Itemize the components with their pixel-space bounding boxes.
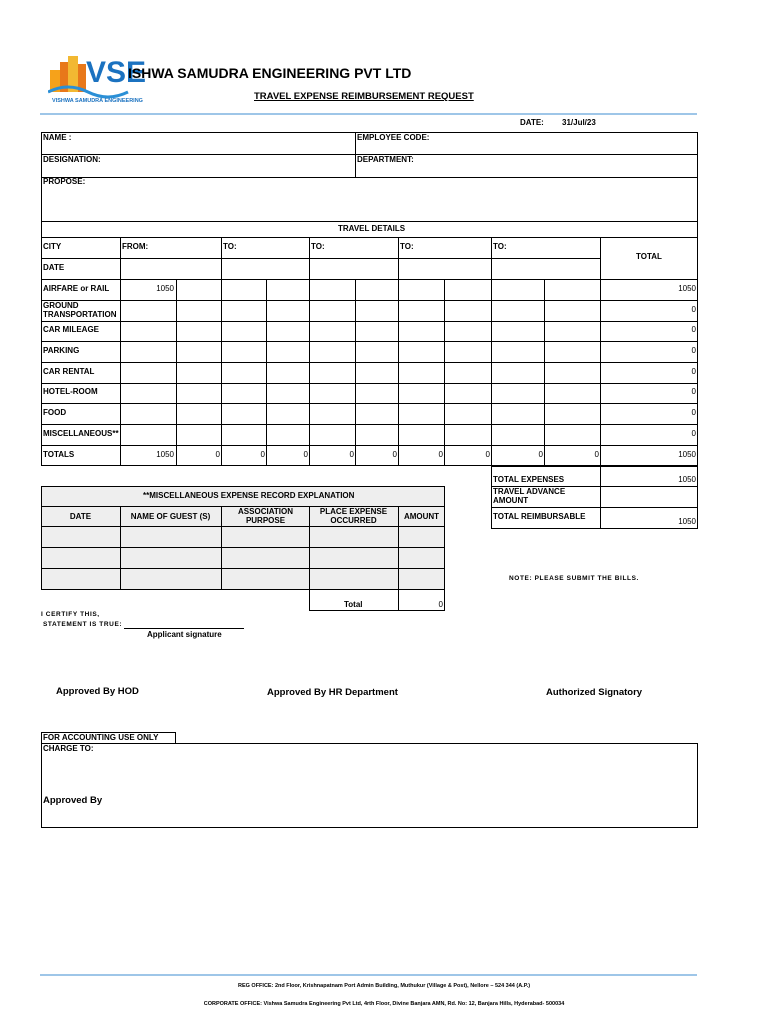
applicant-signature-label: Applicant signature bbox=[147, 630, 222, 639]
approved-by-label: Approved By bbox=[43, 795, 103, 806]
totals-value: 0 bbox=[438, 450, 443, 459]
date-value: 31/Jul/23 bbox=[562, 118, 596, 127]
totals-value: 1050 bbox=[156, 450, 174, 459]
date-label: DATE: bbox=[520, 118, 544, 127]
total-reimbursable-value: 1050 bbox=[678, 517, 696, 526]
row-total-misc: 0 bbox=[691, 429, 696, 438]
total-expenses-value: 1050 bbox=[678, 475, 696, 484]
row-label-hotel: HOTEL-ROOM bbox=[43, 387, 98, 396]
from-label: FROM: bbox=[122, 242, 149, 251]
totals-value: 0 bbox=[349, 450, 354, 459]
totals-value: 0 bbox=[260, 450, 265, 459]
accounting-box bbox=[41, 743, 698, 828]
row-total-rental: 0 bbox=[691, 367, 696, 376]
totals-value: 0 bbox=[594, 450, 599, 459]
to-label-2: TO: bbox=[311, 242, 325, 251]
row-label-mileage: CAR MILEAGE bbox=[43, 325, 99, 334]
total-expenses-label: TOTAL EXPENSES bbox=[493, 475, 565, 484]
signature-line bbox=[124, 628, 244, 629]
row-label-rental: CAR RENTAL bbox=[43, 367, 95, 376]
propose-label: PROPOSE: bbox=[43, 177, 86, 186]
form-title: TRAVEL EXPENSE REIMBURSEMENT REQUEST bbox=[254, 91, 474, 102]
row-label-parking: PARKING bbox=[43, 346, 80, 355]
travel-details-title: TRAVEL DETAILS bbox=[338, 224, 406, 233]
total-column-label: TOTAL bbox=[636, 252, 662, 261]
header-divider bbox=[40, 113, 697, 115]
totals-label: TOTALS bbox=[43, 450, 75, 459]
totals-value: 1050 bbox=[678, 450, 696, 459]
logo-subtitle: VISHWA SAMUDRA ENGINEERING bbox=[52, 98, 143, 104]
total-reimbursable-label: TOTAL REIMBURSABLE bbox=[493, 512, 586, 521]
row-label-ground: GROUND TRANSPORTATION bbox=[43, 301, 117, 319]
row-total-ground: 0 bbox=[691, 305, 696, 314]
misc-header-guest: NAME OF GUEST (S) bbox=[130, 512, 211, 521]
to-label-4: TO: bbox=[493, 242, 507, 251]
row-total-food: 0 bbox=[691, 408, 696, 417]
travel-advance-label: TRAVEL ADVANCE AMOUNT bbox=[493, 487, 566, 505]
approved-by-hod: Approved By HOD bbox=[56, 686, 139, 697]
misc-header-date: DATE bbox=[69, 512, 92, 521]
totals-value: 0 bbox=[303, 450, 308, 459]
totals-value: 0 bbox=[392, 450, 397, 459]
approved-by-hr: Approved By HR Department bbox=[267, 687, 398, 698]
authorized-signatory: Authorized Signatory bbox=[546, 687, 643, 698]
corporate-office-address: CORPORATE OFFICE: Vishwa Samudra Engineering Pvt Ltd, 4rth Floor, Divine Banjara AMN, Rd. No: 12, Banjara Hills, Hyderabad- 500034 bbox=[203, 1001, 565, 1007]
charge-to-label: CHARGE TO: bbox=[43, 744, 94, 753]
row-label-airfare: AIRFARE or RAIL bbox=[43, 284, 110, 293]
row-total-airfare: 1050 bbox=[678, 284, 696, 293]
certify-line-1: I CERTIFY THIS, bbox=[41, 611, 100, 618]
reg-office-address: REG OFFICE: 2nd Floor, Krishnapatnam Port Admin Building, Muthukur (Village & Post), Nellore – 524 344 (A.P.) bbox=[237, 983, 531, 989]
to-label-3: TO: bbox=[400, 242, 414, 251]
misc-header-purpose: ASSOCIATION PURPOSE bbox=[238, 507, 293, 525]
footer-divider bbox=[40, 974, 697, 976]
misc-total-value: 0 bbox=[438, 600, 443, 609]
totals-value: 0 bbox=[215, 450, 220, 459]
misc-total-label: Total bbox=[344, 600, 363, 609]
date-row-label: DATE bbox=[43, 263, 65, 272]
misc-expense-title: **MISCELLANEOUS EXPENSE RECORD EXPLANATION bbox=[143, 491, 355, 500]
row-total-mileage: 0 bbox=[691, 325, 696, 334]
airfare-first-value: 1050 bbox=[156, 284, 174, 293]
logo-text: VSE bbox=[86, 56, 147, 89]
company-name: ISHWA SAMUDRA ENGINEERING PVT LTD bbox=[128, 65, 412, 81]
misc-row bbox=[41, 568, 445, 590]
to-label-1: TO: bbox=[223, 242, 237, 251]
misc-row bbox=[41, 547, 445, 569]
row-total-parking: 0 bbox=[691, 346, 696, 355]
row-label-food: FOOD bbox=[43, 408, 67, 417]
misc-header-place: PLACE EXPENSE OCCURRED bbox=[319, 507, 388, 525]
name-label: NAME : bbox=[43, 133, 72, 142]
misc-header-amount: AMOUNT bbox=[403, 512, 440, 521]
submit-bills-note: NOTE: PLEASE SUBMIT THE BILLS. bbox=[509, 575, 639, 582]
accounting-title: FOR ACCOUNTING USE ONLY bbox=[43, 733, 159, 742]
employee-code-label: EMPLOYEE CODE: bbox=[357, 133, 430, 142]
row-total-hotel: 0 bbox=[691, 387, 696, 396]
city-label: CITY bbox=[43, 242, 62, 251]
row-label-misc: MISCELLANEOUS** bbox=[43, 429, 119, 438]
misc-row bbox=[41, 526, 445, 548]
totals-value: 0 bbox=[538, 450, 543, 459]
designation-label: DESIGNATION: bbox=[43, 155, 101, 164]
department-label: DEPARTMENT: bbox=[357, 155, 414, 164]
certify-line-2: STATEMENT IS TRUE: bbox=[43, 621, 123, 628]
totals-value: 0 bbox=[485, 450, 490, 459]
